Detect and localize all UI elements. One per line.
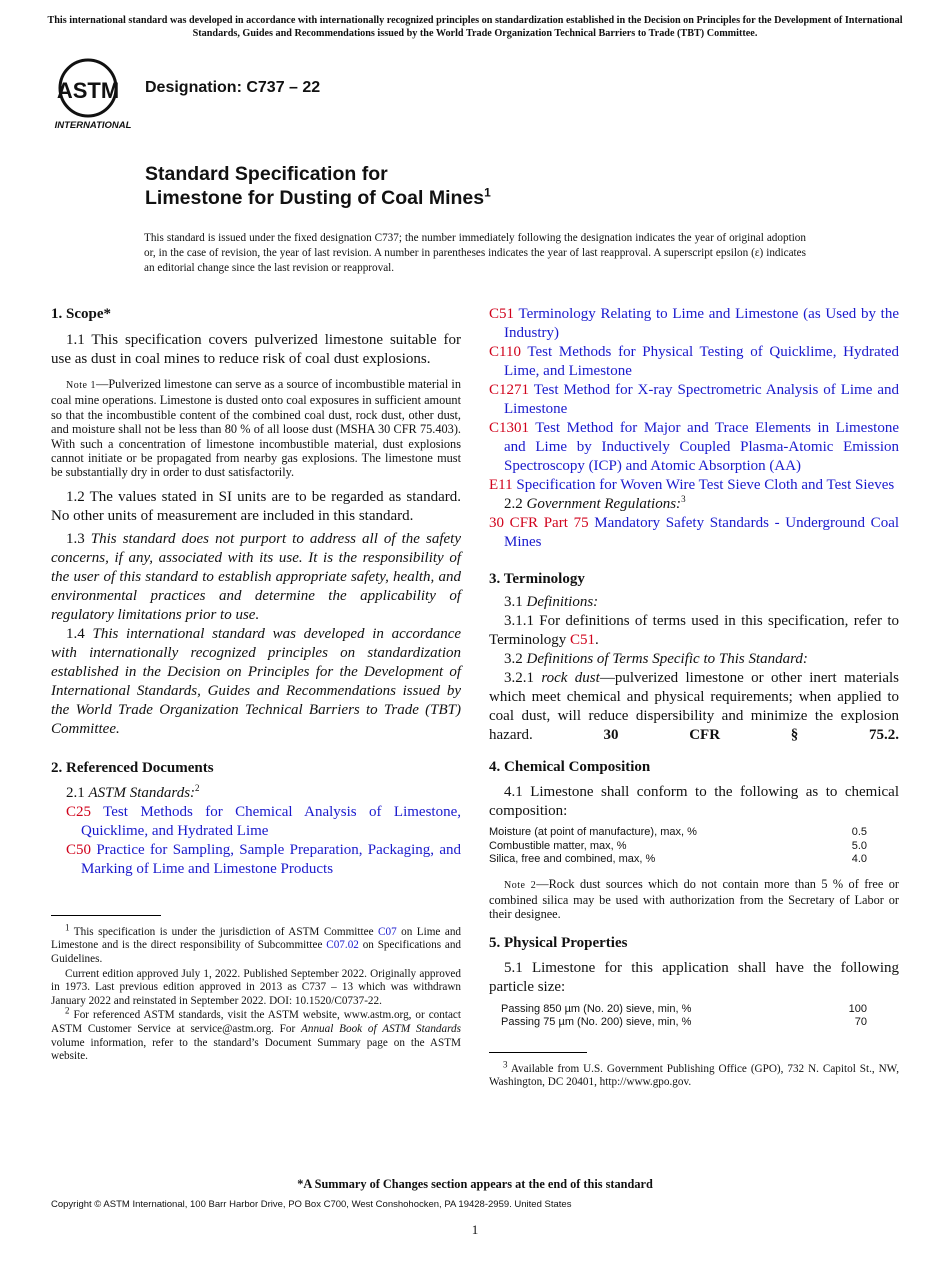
table-cell-value: 5.0 [851,839,867,852]
particle-size-table [501,1003,899,1030]
ref-c1271-title[interactable]: Test Method for X-ray Spectrometric Analysis of Lime and Limestone [504,382,899,417]
chemical-composition-table [489,826,899,867]
fn1-text-c: on Specifications and Guidelines. [51,939,462,966]
title-line1: Standard Specification for [145,163,388,185]
para-2-1-num: 2.1 [66,784,85,801]
left-column [51,305,461,1064]
ref-c25 [51,803,461,841]
para-2-2-text: Government Regulations: [526,496,682,512]
ref-c110-title[interactable]: Test Methods for Physical Testing of Quicklime, Hydrated Lime, and Limestone [504,344,899,379]
para-3-2-1 [489,669,899,745]
fn1-text-b: on Lime and Limestone and is the direct responsibility of Subcommittee [51,925,462,952]
footnotes-left [51,922,462,1064]
ref-e11-code[interactable]: E11 [489,477,513,493]
para-3-2-1-text: —pulverized limestone or other inert materials which meet chemical and physical requirements; when applied to coal dust, will reduce dispersibility and minimize the explosion hazard. [489,670,900,743]
table-cell-label: Combustible matter, max, % [489,839,627,852]
para-1-3-text: This standard does not purport to address all of the safety concerns, if any, associated with its use. It is the responsibility of the user of this standard to establish appropriate safety, health, and environmental practices and determine the applicability of regulatory limitations prior to use. [51,530,461,623]
ref-c110-code[interactable]: C110 [489,344,521,360]
ref-c1271 [474,381,899,419]
ref-c51 [474,305,899,343]
title-footnote-mark: 1 [484,185,491,200]
ref-c110 [474,343,899,381]
ref-30cfr-title[interactable]: Mandatory Safety Standards - Underground Coal Mines [504,515,900,550]
fn2-text-b: volume information, refer to the standard’s Document Summary page on the ASTM website. [51,1036,461,1063]
para-3-2-text: Definitions of Terms Specific to This Standard: [526,651,808,667]
page-title [145,162,491,210]
table-row [489,826,899,840]
para-3-2-1-num: 3.2.1 [504,670,534,686]
para-2-1-fn: 2 [195,782,200,793]
note-2-text: —Rock dust sources which do not contain more than 5 % of free or combined silica may be used with authorization from the Secretary of Labor or their designee. [489,876,899,922]
trade-banner: This international standard was developed in accordance with internationally recognized principles on standardization established in the Decision on Principles for the Development of International Standards, Guides and Recommendations issued by the World Trade Organization Technical Barriers to Trade (TBT) Committee. [47,15,903,39]
summary-of-changes-notice: *A Summary of Changes section appears at the end of this standard [297,1177,653,1191]
ref-30cfr [474,514,899,552]
designation: Designation: C737 – 22 [145,79,321,96]
table-cell-value: 4.0 [851,853,867,865]
ref-30cfr-code[interactable]: 30 CFR Part 75 [489,515,589,531]
logo-text: ASTM [56,78,120,103]
intro-paragraph: This standard is issued under the fixed designation C737; the number immediately following the designation indicates the year of original adoption or, in the case of revision, the year of last revision. A number in parentheses indicates the year of last reapproval. A superscript epsilon (ε) indicates an editorial change since the last revision or reapproval. [144,232,806,274]
footnote-rule-left [51,915,161,916]
para-2-2-num: 2.2 [504,496,523,512]
para-3-1 [489,593,899,612]
footnote-3: $^3$ Available from U.S. Government Publishing Office (GPO), 732 N. Capitol St., NW, Washington, DC 20401, http://www.gpo.gov. [489,1058,899,1089]
para-4-1: 4.1 Limestone shall conform to the following as to chemical composition: [489,784,899,819]
para-3-1-1-ref[interactable]: C51 [570,632,596,648]
para-3-2-num: 3.2 [504,651,523,667]
para-2-2-fn: 3 [681,494,686,504]
para-3-1-1: 3.1.1 For definitions of terms used in this specification, refer to Terminology C51. [489,613,899,648]
para-1-2: 1.2 The values stated in SI units are to be regarded as standard. No other units of measurement are included in this standard. [51,488,461,524]
note-1-label: Note 1 [66,380,97,391]
ref-c50-code[interactable]: C50 [66,841,92,858]
para-3-1-text: Definitions: [526,594,599,610]
para-3-2 [489,650,899,669]
para-3-2-1-source: 30 CFR § 75.2. [603,727,900,743]
note-1 [51,377,461,480]
ref-c25-title[interactable]: Test Methods for Chemical Analysis of Limestone, Quicklime, and Hydrated Lime [81,803,461,839]
footnote-1: $^1$ This specification is under the jurisdiction of ASTM Committee C07 on Lime and Limestone and is the direct responsibility of Subcommittee C07.02 on Specifications and Guidelines. [51,922,462,966]
page-number: 1 [471,1222,479,1237]
para-1-4-num: 1.4 [66,625,85,642]
table-cell-label: Passing 850 µm (No. 20) sieve, min, % [501,1002,692,1015]
table-row [501,1003,899,1017]
table-row [489,853,899,867]
ref-c51-title[interactable]: Terminology Relating to Lime and Limestone (as Used by the Industry) [504,306,899,341]
section-5-heading: 5. Physical Properties [489,934,628,951]
fn3-text: Available from U.S. Government Publishing Office (GPO), 732 N. Capitol St., NW, Washington, DC 20401, http://www.gpo.gov. [489,1062,899,1089]
footnote-rule-right [489,1052,587,1053]
ref-e11-title[interactable]: Specification for Woven Wire Test Sieve Cloth and Test Sieves [516,477,895,493]
footnote-1-edition: Current edition approved July 1, 2022. Published September 2022. Originally approved in 1973. Last previous edition approved in 2013 as C737 – 13 which was withdrawn January 2022 and reinstated in September 2022. DOI: 10.1520/C0737-22. [51,967,461,1007]
astm-logo-icon [52,58,134,132]
para-3-1-1-text: 3.1.1 For definitions of terms used in this specification, refer to Terminology [489,613,899,648]
para-1-3 [51,530,461,625]
section-3-heading: 3. Terminology [489,571,585,587]
table-cell-label: Silica, free and combined, max, % [489,853,656,865]
right-column [489,305,899,1090]
note-2 [489,877,899,922]
fn2-text-italic: Annual Book of ASTM Standards [301,1023,461,1035]
ref-c50 [51,841,461,879]
para-5-1: 5.1 Limestone for this application shall have the following particle size: [489,959,899,995]
para-2-1-text: ASTM Standards: [88,784,196,801]
table-row [501,1016,899,1030]
section-1-heading: 1. Scope* [51,306,111,322]
footnotes-right [489,1058,899,1090]
table-row [489,840,899,854]
para-3-2-1-term: rock dust [541,670,600,686]
ref-c1271-code[interactable]: C1271 [489,382,530,398]
para-2-2 [489,495,899,514]
title-line2: Limestone for Dusting of Coal Mines [145,187,485,209]
table-cell-value: 0.5 [851,826,867,838]
para-2-1 [51,784,461,803]
para-1-3-num: 1.3 [66,530,85,547]
ref-c50-title[interactable]: Practice for Sampling, Sample Preparation, Packaging, and Marking of Lime and Limestone Products [81,841,461,877]
copyright-line: Copyright © ASTM International, 100 Barr Harbor Drive, PO Box C700, West Conshohocken, PA 19428-2959. United States [51,1199,572,1210]
note-1-text: —Pulverized limestone can serve as a source of incombustible material in coal mine operations. Limestone is dusted onto coal exposures in sufficient amount so that the incombustible content of the combined coal dust, rock dust, other dust, and moisture shall not be less than 80 % of all loose dust (MSHA 30 CFR 75.403). With such a concentration of limestone incombustible material, dust explosions cannot initiate or be propagated from nearby gas explosions. The limestone must be substantially dry in order to dust satisfactorily. [51,377,461,480]
table-cell-label: Passing 75 µm (No. 200) sieve, min, % [501,1016,692,1029]
fn1-link-c07[interactable]: C07 [378,925,397,938]
ref-c25-code[interactable]: C25 [66,803,92,820]
note-2-label: Note 2 [504,879,537,891]
ref-c1301-title[interactable]: Test Method for Major and Trace Elements in Limestone and Lime by Inductively Coupled Plasma-Atomic Emission Spectroscopy (ICP) and Atomic Absorption (AA) [504,420,899,474]
fn1-text-a: This specification is under the jurisdiction of ASTM Committee [73,925,374,938]
table-cell-label: Moisture (at point of manufacture), max, % [489,826,697,838]
fn1-link-c0702[interactable]: C07.02 [326,939,359,952]
footnote-2: $^2$ For referenced ASTM standards, visit the ASTM website, www.astm.org, or contact ASTM Customer Service at service@astm.org. For Annual Book of ASTM Standards volume information, refer to the standard’s Document Summary page on the ASTM website. [51,1005,461,1063]
para-1-4 [51,625,461,739]
ref-c1301 [474,419,899,476]
ref-c51-code[interactable]: C51 [489,306,515,322]
para-3-1-num: 3.1 [504,594,523,610]
table-cell-value: 70 [854,1016,867,1029]
fn2-text-a: For referenced ASTM standards, visit the ASTM website, www.astm.org, or contact ASTM Customer Service at service@astm.org. For [51,1009,461,1035]
ref-e11 [474,476,899,495]
logo-subtext: INTERNATIONAL [54,120,132,131]
para-1-4-text: This international standard was developed in accordance with internationally recognized principles on standardization established in the Decision on Principles for the Development of International Standards, Guides and Recommendations issued by the World Trade Organization Technical Barriers to Trade (TBT) Committee. [51,625,462,737]
section-2-heading: 2. Referenced Documents [51,759,214,776]
section-4-heading: 4. Chemical Composition [489,759,651,775]
para-1-1: 1.1 This specification covers pulverized limestone suitable for use as dust in coal mines to reduce risk of coal dust explosions. [51,332,461,367]
table-cell-value: 100 [848,1002,867,1015]
ref-c1301-code[interactable]: C1301 [489,420,530,436]
astm-logo [52,58,134,132]
